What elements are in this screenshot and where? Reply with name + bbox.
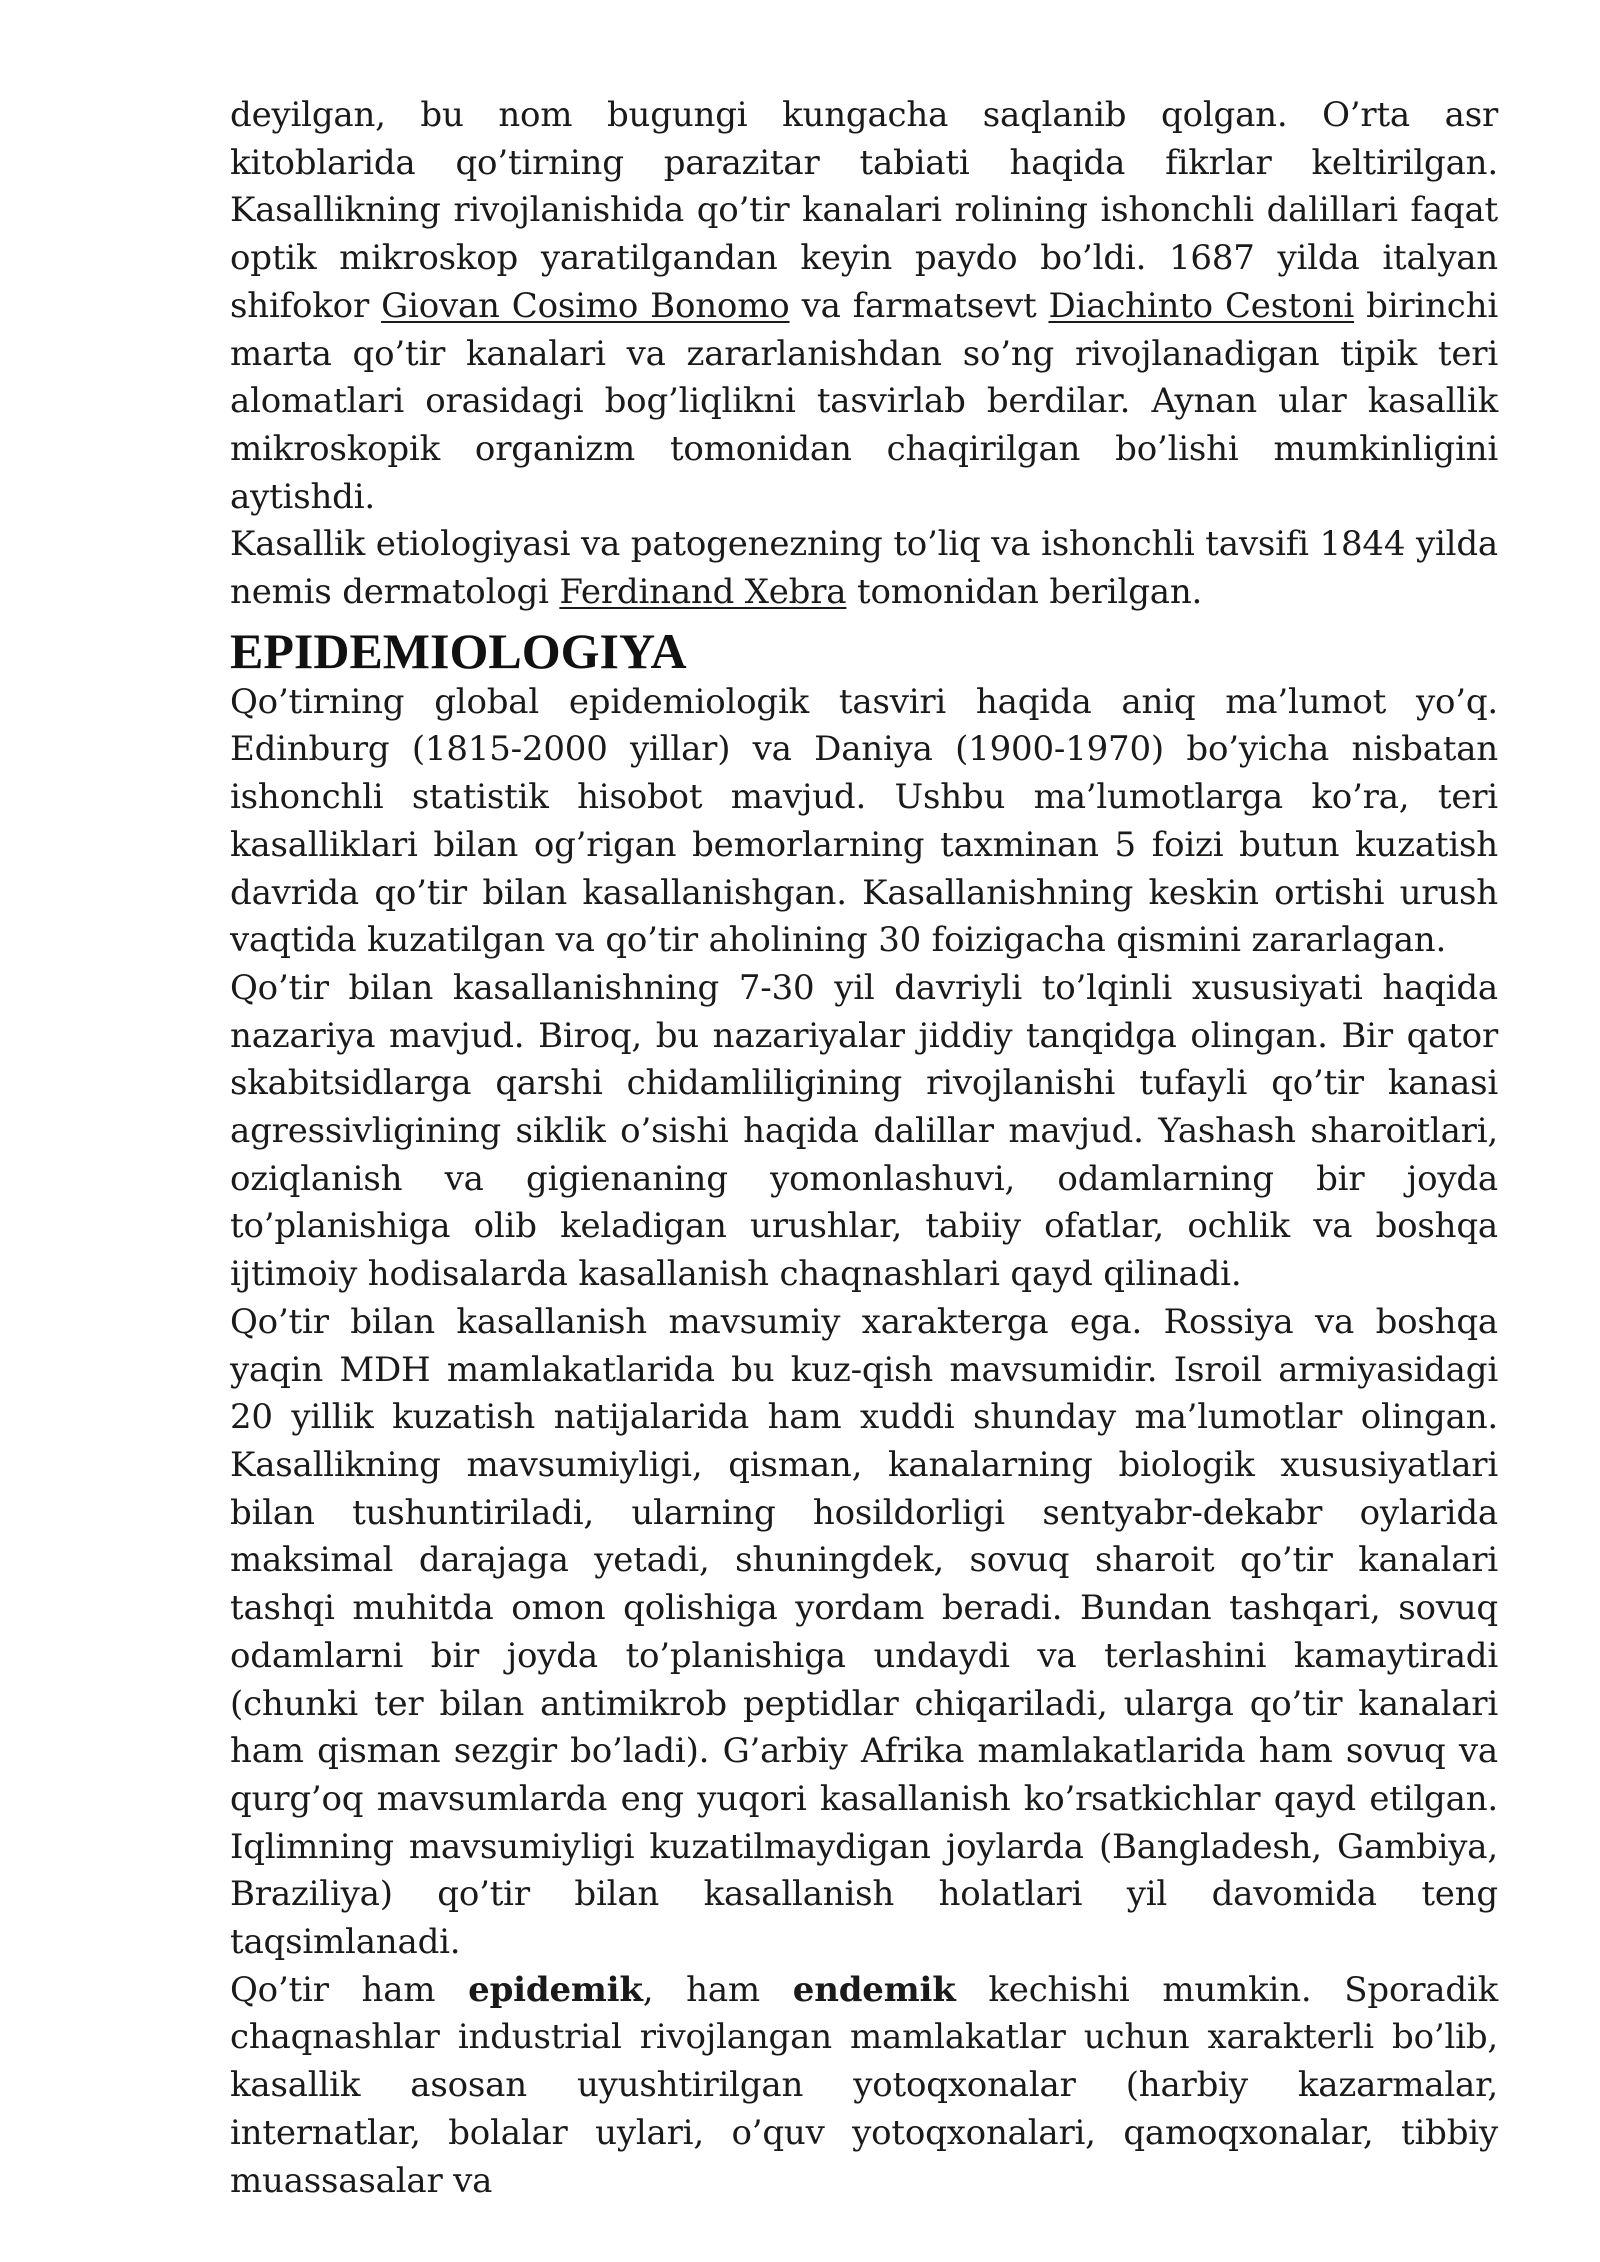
epidemiology-paragraph-3: Qo’tir bilan kasallanish mavsumiy xarakterga ega. Rossiya va boshqa yaqin MDH mamlakatlarida bu kuz-qish mavsumidir. Isroil armiyasidagi 20 yillik kuzatish natijalarida ham xuddi shunday ma’lumotlar olingan. Kasallikning mavsumiyligi, qisman, kanalarning biologik xususiyatlari bilan tushuntiriladi, ularning hosildorligi sentyabr-dekabr oylarida maksimal darajaga yetadi, shuningdek, sovuq sharoit qo’tir kanalari tashqi muhitda omon qolishiga yordam beradi. Bundan tashqari, sovuq odamlarni bir joyda to’planishiga undaydi va terlashini kamaytiradi (chunki ter bilan antimikrob peptidlar chiqariladi, ularga qo’tir kanalari ham qisman sezgir bo’ladi). G’arbiy Afrika mamlakatlarida ham sovuq va qurg’oq mavsumlarda eng yuqori kasallanish ko’rsatkichlar qayd etilgan. Iqlimning mavsumiyligi kuzatilmaydigan joylarda (Bangladesh, Gambiya, Braziliya) qo’tir bilan kasallanish holatlari yil davomida teng taqsimlanadi. — [230, 1301, 1498, 1963]
etiology-paragraph — [230, 521, 1498, 616]
text-run: Qo’tir ham — [230, 1969, 469, 2010]
link-giovan-cosimo-bonomo[interactable]: Giovan Cosimo Bonomo — [381, 285, 790, 326]
text-run: tomonidan berilgan. — [846, 572, 1203, 613]
document-page — [230, 92, 1498, 2205]
text-run: kechishi mumkin. Sporadik chaqnashlar industrial rivojlangan mamlakatlar uchun xarakterli bo’lib, kasallik asosan uyushtirilgan yotoqxonalar (harbiy kazarmalar, internatlar, bolalar uylari, o’quv yotoqxonalari, qamoqxonalar, tibbiy muassasalar va — [230, 1969, 1498, 2201]
bold-term-endemik: endemik — [792, 1969, 956, 2010]
text-run: , ham — [642, 1969, 793, 2010]
text-run: va farmatsevt — [789, 285, 1049, 326]
text-run: Kasallik etiologiyasi va patogenezning to’liq va ishonchli tavsifi 1844 yilda nemis dermatologi — [230, 524, 1498, 613]
link-ferdinand-xebra[interactable]: Ferdinand Xebra — [559, 572, 847, 613]
link-diachinto-cestoni[interactable]: Diachinto Cestoni — [1048, 285, 1355, 326]
epidemiology-paragraph-4 — [230, 1967, 1498, 2206]
epidemiology-paragraph-2: Qo’tir bilan kasallanishning 7-30 yil davriyli to’lqinli xususiyati haqida nazariya mavjud. Biroq, bu nazariyalar jiddiy tanqidga olingan. Bir qator skabitsidlarga qarshi chidamliligining rivojlanishi tufayli qo’tir kanasi agressivligining siklik o’sishi haqida dalillar mavjud. Yashash sharoitlari, oziqlanish va gigienaning yomonlashuvi, odamlarning bir joyda to’planishiga olib keladigan urushlar, tabiiy ofatlar, ochlik va boshqa ijtimoiy hodisalarda kasallanish chaqnashlari qayd qilinadi. — [230, 967, 1498, 1295]
text-run: deyilgan, bu nom bugungi kungacha saqlanib qolgan. O’rta asr kitoblarida qo’tirning parazitar tabiati haqida fikrlar keltirilgan. Kasallikning rivojlanishida qo’tir kanalari rolining ishonchli dalillari faqat optik mikroskop yaratilgandan keyin paydo bo’ldi. 1687 yilda italyan shifokor — [230, 95, 1498, 326]
history-paragraph — [230, 92, 1498, 521]
text-run: birinchi marta qo’tir kanalari va zararlanishdan so’ng rivojlanadigan tipik teri alomatlari orasidagi bog’liqlikni tasvirlab berdilar. Aynan ular kasallik mikroskopik organizm tomonidan chaqirilgan bo’lishi mumkinligini aytishdi. — [230, 285, 1499, 517]
epidemiology-paragraph-1: Qo’tirning global epidemiologik tasviri haqida aniq ma’lumot yo’q. Edinburg (1815-2000 yillar) va Daniya (1900-1970) bo’yicha nisbatan ishonchli statistik hisobot mavjud. Ushbu ma’lumotlarga ko’ra, teri kasalliklari bilan og’rigan bemorlarning taxminan 5 foizi butun kuzatish davrida qo’tir bilan kasallanishgan. Kasallanishning keskin ortishi urush vaqtida kuzatilgan va qo’tir aholining 30 foizigacha qismini zararlagan. — [230, 681, 1498, 961]
section-heading: EPIDEMIOLOGIYA — [230, 622, 687, 679]
bold-term-epidemik: epidemik — [468, 1969, 643, 2010]
